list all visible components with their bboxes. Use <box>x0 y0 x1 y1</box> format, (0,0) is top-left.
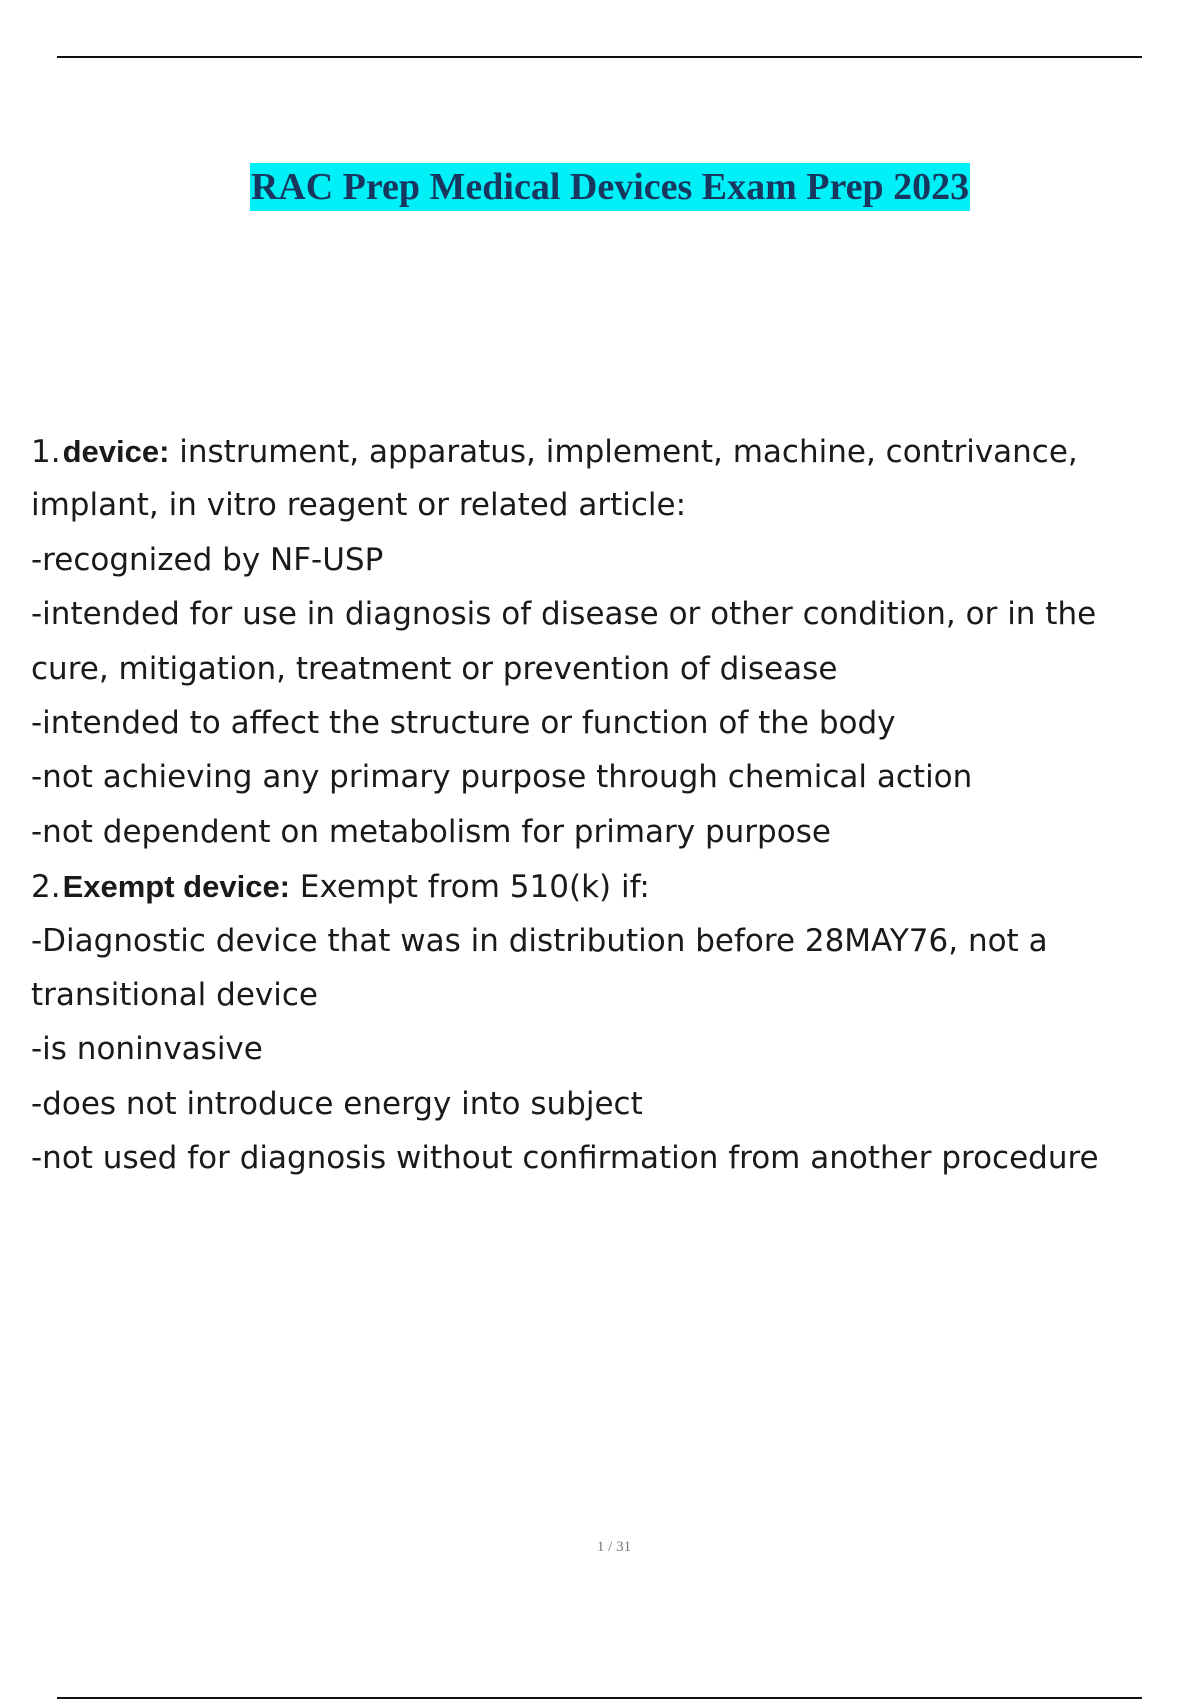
title-container <box>0 163 1200 211</box>
item-number: 1. <box>31 434 61 470</box>
body-line: -not dependent on metabolism for primary purpose <box>31 813 831 850</box>
item-definition-text: instrument, apparatus, implement, machine, contrivance, <box>169 434 1078 470</box>
page-indicator: 1 / 31 <box>596 1539 632 1555</box>
item-definition-text: Exempt from 510(k) if: <box>290 869 650 906</box>
body-line: -Diagnostic device that was in distribution before 28MAY76, not a <box>31 922 1048 959</box>
body-line: -not achieving any primary purpose through chemical action <box>31 759 973 796</box>
body-line: -intended for use in diagnosis of disease or other condition, or in the <box>31 596 1097 633</box>
top-rule <box>57 56 1142 58</box>
body-line: cure, mitigation, treatment or prevention of disease <box>31 650 838 687</box>
body-line: -intended to affect the structure or function of the body <box>31 704 896 741</box>
bottom-rule <box>57 1697 1142 1699</box>
item-term: Exempt device: <box>62 869 291 905</box>
item-term: device: <box>62 434 170 469</box>
body-line: -is noninvasive <box>31 1031 263 1068</box>
body-line: -not used for diagnosis without confirmation from another procedure <box>31 1140 1099 1177</box>
document-title: RAC Prep Medical Devices Exam Prep 2023 <box>250 163 970 211</box>
document-body <box>31 435 1181 1196</box>
body-line: implant, in vitro reagent or related article: <box>31 487 687 524</box>
body-line: -recognized by NF-USP <box>31 541 384 578</box>
body-line: -does not introduce energy into subject <box>31 1085 643 1122</box>
body-line: transitional device <box>31 976 318 1013</box>
item-number: 2. <box>31 869 61 906</box>
